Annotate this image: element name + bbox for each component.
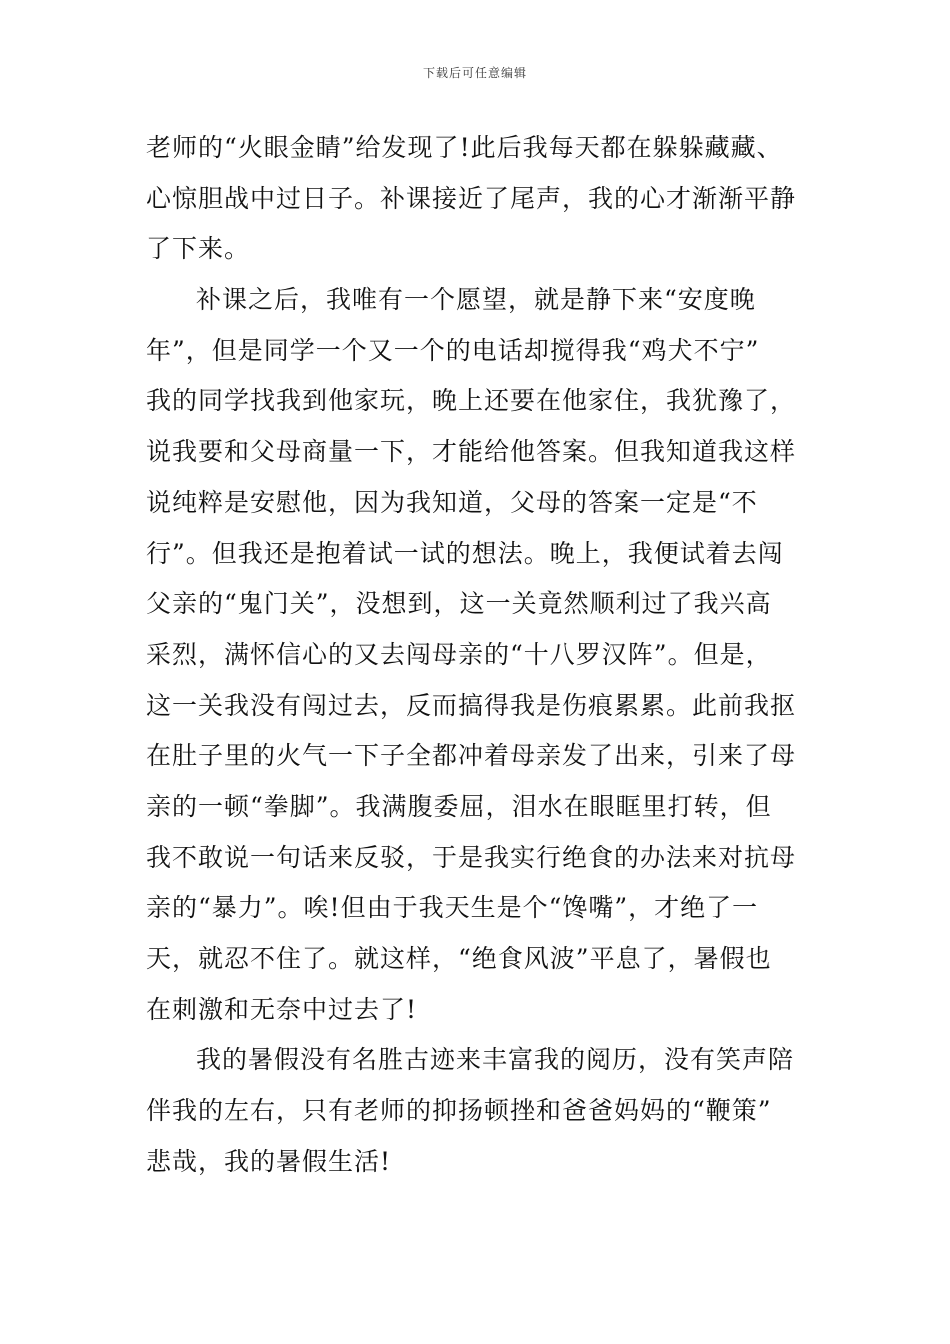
text-line: 在肚子里的火气一下子全都冲着母亲发了出来，引来了母 xyxy=(146,741,797,771)
text-line: 亲的一顿“拳脚”。我满腹委屈，泪水在眼眶里打转，但 xyxy=(146,791,772,821)
text-line: 说我要和父母商量一下，才能给他答案。但我知道我这样 xyxy=(146,437,797,467)
document-body xyxy=(146,123,808,1187)
text-line: 天，就忍不住了。就这样，“绝食风波”平息了，暑假也 xyxy=(146,944,772,973)
text-line: 说纯粹是安慰他，因为我知道，父母的答案一定是“不 xyxy=(146,487,758,517)
text-line: 在刺激和无奈中过去了! xyxy=(146,994,418,1024)
text-line: 亲的“暴力”。唉!但由于我天生是个“馋嘴”，才绝了一 xyxy=(146,893,759,923)
text-line: 了下来。 xyxy=(146,234,251,264)
text-line: 我的暑假没有名胜古迹来丰富我的阅历，没有笑声陪 xyxy=(196,1045,795,1075)
text-line: 我不敢说一句话来反驳，于是我实行绝食的办法来对抗母 xyxy=(146,842,797,872)
text-line: 心惊胆战中过日子。补课接近了尾声，我的心才渐渐平静 xyxy=(146,183,797,213)
text-line: 采烈，满怀信心的又去闯母亲的“十八罗汉阵”。但是， xyxy=(146,639,772,669)
text-line: 这一关我没有闯过去，反而搞得我是伤痕累累。此前我抠 xyxy=(146,690,797,720)
text-line: 我的同学找我到他家玩，晚上还要在他家住，我犹豫了， xyxy=(146,386,797,416)
text-line: 补课之后，我唯有一个愿望，就是静下来“安度晚 xyxy=(196,285,756,315)
text-line: 悲哉，我的暑假生活! xyxy=(146,1146,392,1176)
text-line: 行”。但我还是抱着试一试的想法。晚上，我便试着去闯 xyxy=(146,538,784,568)
text-line: 老师的“火眼金睛”给发现了!此后我每天都在躲躲藏藏、 xyxy=(146,133,783,162)
header-note: 下载后可任意编辑 xyxy=(422,66,527,80)
text-line: 伴我的左右，只有老师的抑扬顿挫和爸爸妈妈的“鞭策” xyxy=(146,1096,772,1126)
text-line: 父亲的“鬼门关”，没想到，这一关竟然顺利过了我兴高 xyxy=(146,589,772,619)
text-line: 年”，但是同学一个又一个的电话却搅得我“鸡犬不宁” xyxy=(146,335,760,365)
